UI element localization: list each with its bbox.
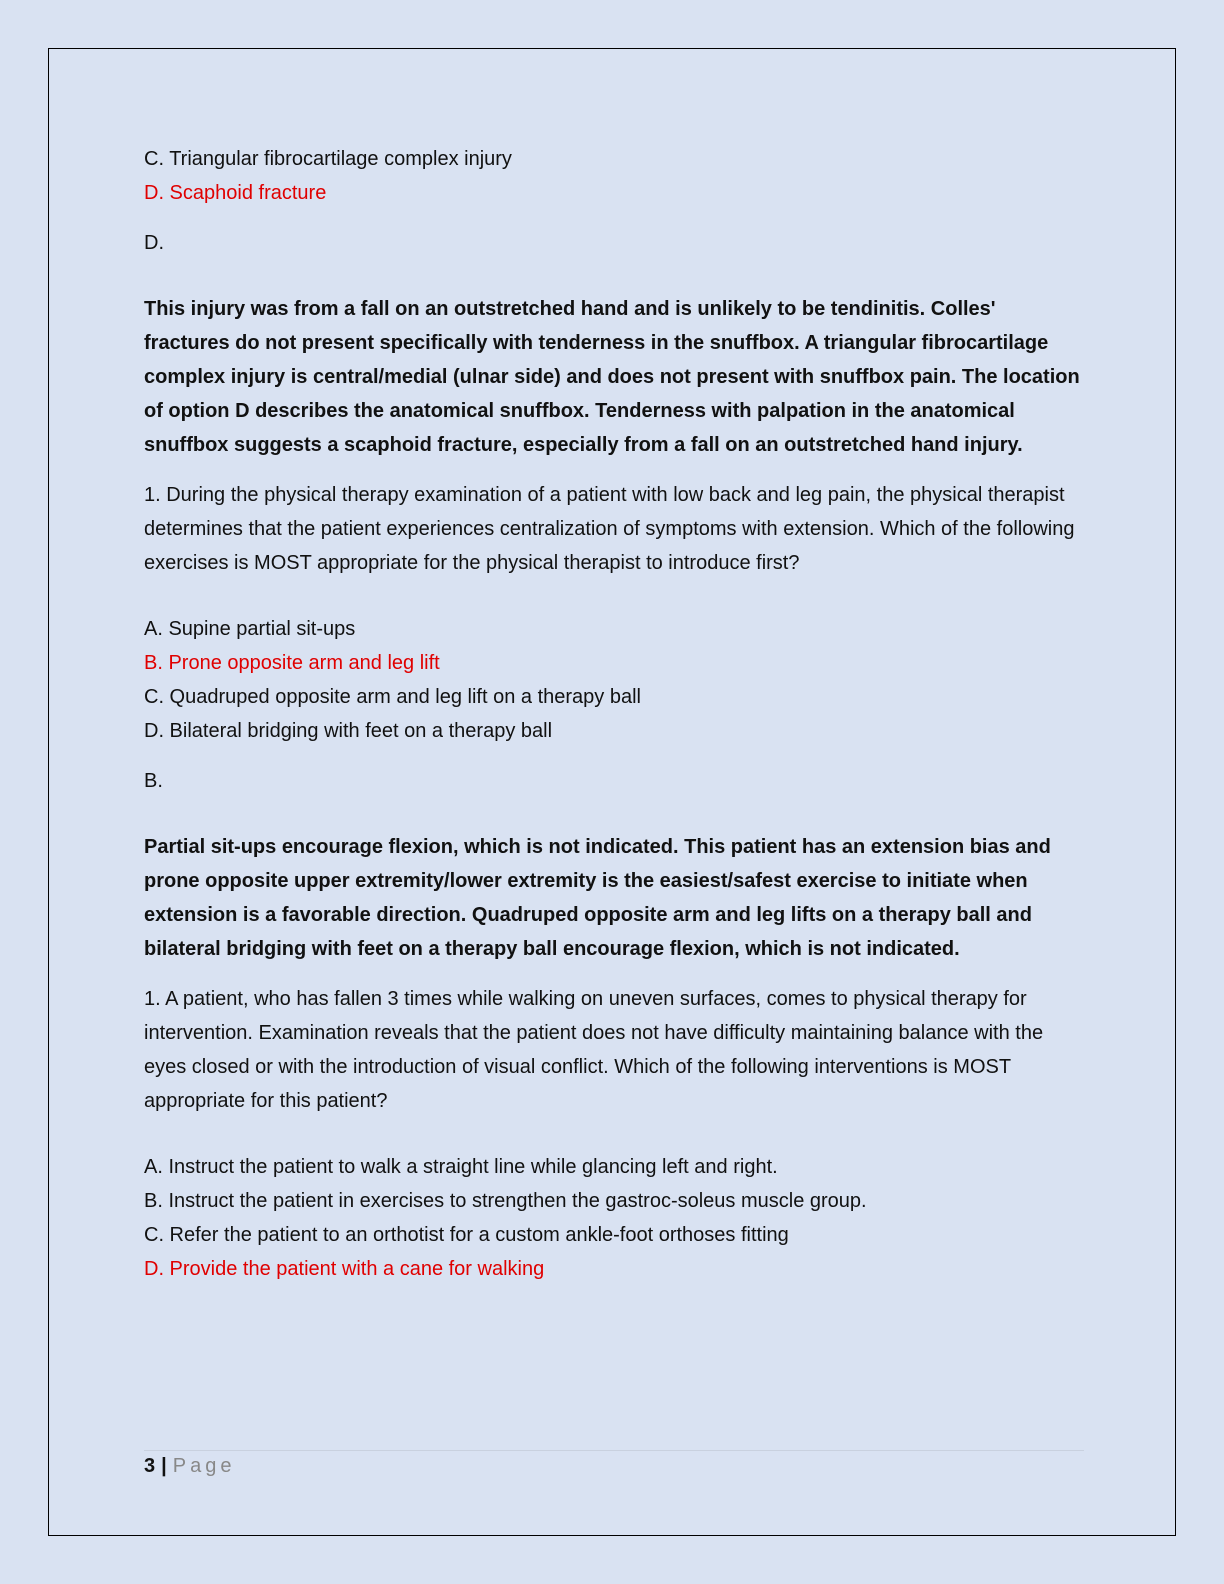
falls-option-c: C. Refer the patient to an orthotist for a custom ankle-foot orthoses fitting (144, 1224, 789, 1246)
document-body (144, 142, 1084, 1286)
falls-question: 1. A patient, who has fallen 3 times while walking on uneven surfaces, comes to physical therapy for intervention. Examination reveals that the patient does not have difficulty maintaining balance with the eyes closed or with the introduction of visual conflict. Which of the following interventions is MOST appropriate for this patient? (144, 988, 1044, 1112)
centralization-option-a: A. Supine partial sit-ups (144, 618, 356, 640)
falls-option-a: A. Instruct the patient to walk a straight line while glancing left and right. (144, 1156, 778, 1178)
centralization-question: 1. During the physical therapy examination of a patient with low back and leg pain, the physical therapist determines that the patient experiences centralization of symptoms with extension. Which of the following exercises is MOST appropriate for the physical therapist to introduce first? (144, 484, 1075, 574)
page-label: Page (172, 1455, 236, 1477)
prev-option-c: C. Triangular fibrocartilage complex injury (144, 148, 512, 170)
centralization-rationale: Partial sit-ups encourage flexion, which is not indicated. This patient has an extension bias and prone opposite upper extremity/lower extremity is the easiest/safest exercise to initiate when extension is a favorable direction. Quadruped opposite arm and leg lifts on a therapy ball and bilateral bridging with feet on a therapy ball encourage flexion, which is not indicated. (144, 836, 1051, 960)
footer-separator: | (161, 1455, 167, 1477)
falls-option-b: B. Instruct the patient in exercises to strengthen the gastroc-soleus muscle group. (144, 1190, 867, 1212)
page-footer (144, 1450, 1084, 1478)
prev-option-d-correct: D. Scaphoid fracture (144, 182, 327, 204)
falls-option-d-correct: D. Provide the patient with a cane for walking (144, 1258, 545, 1280)
centralization-option-d: D. Bilateral bridging with feet on a therapy ball (144, 720, 553, 742)
prev-answer: D. (144, 232, 164, 254)
page-number: 3 (144, 1455, 156, 1477)
centralization-answer: B. (144, 770, 163, 792)
centralization-option-c: C. Quadruped opposite arm and leg lift on a therapy ball (144, 686, 641, 708)
centralization-option-b-correct: B. Prone opposite arm and leg lift (144, 652, 440, 674)
prev-rationale: This injury was from a fall on an outstretched hand and is unlikely to be tendinitis. Colles' fractures do not present specifically with tenderness in the snuffbox. A triangular fibrocartilage complex injury is central/medial (ulnar side) and does not present with snuffbox pain. The location of option D describes the anatomical snuffbox. Tenderness with palpation in the anatomical snuffbox suggests a scaphoid fracture, especially from a fall on an outstretched hand injury. (144, 298, 1080, 456)
